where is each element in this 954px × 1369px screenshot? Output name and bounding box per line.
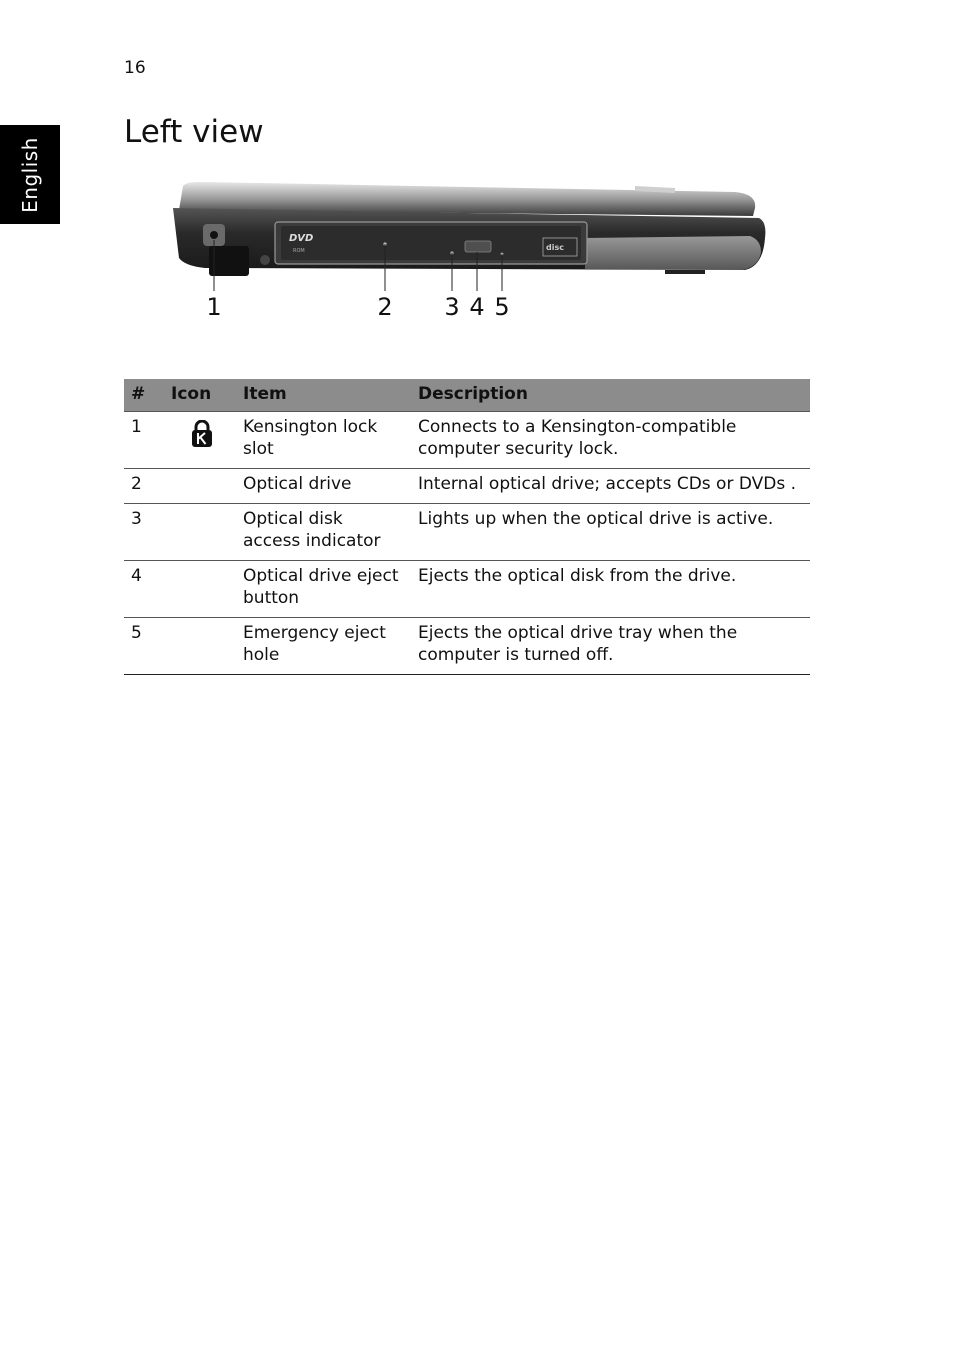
- header-item: Item: [236, 379, 411, 412]
- row-description: Ejects the optical drive tray when the computer is turned off.: [411, 618, 810, 675]
- row-icon: [164, 618, 236, 675]
- table-row: [124, 618, 810, 675]
- laptop-left-view-illustration: [165, 178, 775, 293]
- page-number: 16: [124, 58, 146, 78]
- svg-text:DVD: DVD: [289, 233, 314, 244]
- left-view-components-table: [124, 379, 810, 675]
- kensington-lock-icon: [191, 420, 213, 454]
- header-number: #: [124, 379, 164, 412]
- header-icon: Icon: [164, 379, 236, 412]
- callout-3: 3: [444, 293, 460, 321]
- language-side-tab: [0, 125, 60, 224]
- table-row: [124, 469, 810, 504]
- callout-2: 2: [377, 293, 393, 321]
- callout-4: 4: [469, 293, 485, 321]
- row-number: 3: [124, 504, 164, 561]
- row-item: Kensington lock slot: [236, 412, 411, 469]
- row-item: Optical drive: [236, 469, 411, 504]
- page-title: Left view: [124, 114, 264, 150]
- row-number: 2: [124, 469, 164, 504]
- table-row: [124, 561, 810, 618]
- row-item: Optical disk access indicator: [236, 504, 411, 561]
- laptop-left-view-figure: [165, 178, 775, 333]
- row-description: Ejects the optical disk from the drive.: [411, 561, 810, 618]
- row-icon: [164, 561, 236, 618]
- svg-text:disc: disc: [546, 243, 564, 252]
- row-icon: [164, 504, 236, 561]
- header-description: Description: [411, 379, 810, 412]
- row-icon: [164, 469, 236, 504]
- table-row: [124, 412, 810, 469]
- callout-5: 5: [494, 293, 510, 321]
- row-number: 4: [124, 561, 164, 618]
- svg-text:ROM: ROM: [293, 248, 305, 254]
- table-row: [124, 504, 810, 561]
- row-item: Emergency eject hole: [236, 618, 411, 675]
- row-description: Internal optical drive; accepts CDs or DVDs .: [411, 469, 810, 504]
- row-number: 1: [124, 412, 164, 469]
- row-icon: [164, 412, 236, 469]
- language-label: English: [18, 136, 42, 213]
- row-description: Lights up when the optical drive is active.: [411, 504, 810, 561]
- table-header-row: [124, 379, 810, 412]
- row-number: 5: [124, 618, 164, 675]
- row-item: Optical drive eject button: [236, 561, 411, 618]
- row-description: Connects to a Kensington-compatible computer security lock.: [411, 412, 810, 469]
- callout-1: 1: [206, 293, 222, 321]
